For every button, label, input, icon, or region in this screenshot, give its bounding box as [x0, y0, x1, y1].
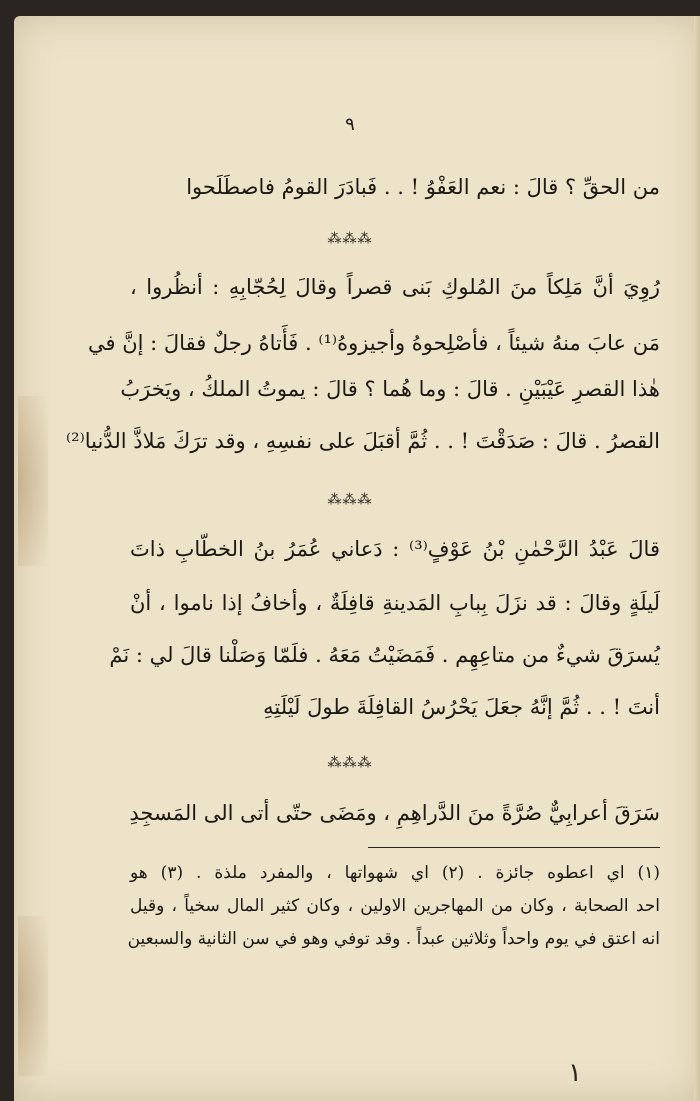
text-line: هٰذا القصرِ عَيْبَيْنِ . قالَ : وما هُما ؟ قالَ : يموتُ الملكُ ، ويَخرَبُ	[120, 377, 660, 401]
section-separator: ⁂⁂⁂	[327, 755, 373, 771]
text-line: أنتَ ! . . ثُمَّ إنَّهُ جعَلَ يَحْرُسُ القافِلَةَ طولَ لَيْلَتِهِ	[263, 695, 660, 719]
text-line: يُسرَقَ شيءٌ من متاعِهِم . فَمَضَيْتُ مَعَهُ . فلَمّا وَصَلْنا قالَ لي : نَمْ	[109, 643, 660, 667]
text-line: سَرَقَ أعرابِيٌّ صُرَّةً منَ الدَّراهِمِ ، ومَضَى حتّى أتى الى المَسجِدِ	[129, 801, 660, 825]
signature-mark: ١	[568, 1058, 582, 1088]
text-line: لَيلَةٍ وقالَ : قد نزَلَ بِبابِ المَدينةِ قافِلَةٌ ، وأخافُ إذا ناموا ، أنْ	[130, 591, 660, 615]
page-stain	[18, 916, 48, 1076]
footnote-line: احد الصحابة ، وكان من المهاجرين الاولين ، وكان كثير المال سخياً ، وقيل	[130, 896, 660, 916]
footnote-line: انه اعتق في يوم واحداً وثلاثين عبداً . وقد توفي وهو في سن الثانية والسبعين	[127, 929, 660, 949]
section-separator: ⁂⁂⁂	[327, 492, 373, 508]
footnote-rule	[368, 847, 660, 848]
text-line: رُوِيَ أنَّ مَلِكاً منَ المُلوكِ بَنى قصراً وقالَ لِحُجّابِهِ : أنظُروا ،	[130, 275, 660, 299]
text-line: مَن عابَ منهُ شيئاً ، فأصْلِحوهُ وأجيزوهُ⁽¹⁾ . فَأَتاهُ رجلٌ فقالَ : إنَّ في	[88, 331, 660, 355]
text-line: القصرُ . قالَ : صَدَقْتَ ! . . ثُمَّ أقبَلَ على نفسِهِ ، وقد ترَكَ مَلاذَّ الدُّنيا⁽²⁾	[65, 429, 660, 453]
section-separator: ⁂⁂⁂	[327, 231, 373, 247]
page-stain	[18, 396, 48, 566]
page-edge	[694, 16, 700, 1101]
text-line: قالَ عَبْدُ الرَّحْمٰنِ بْنُ عَوْفٍ⁽³⁾ : دَعاني عُمَرُ بنُ الخطّابِ ذاتَ	[130, 537, 660, 561]
footnote-line: (١) اي اعطوه جائزة . (٢) اي شهواتها ، والمفرد ملذة . (٣) هو	[130, 863, 660, 883]
text-line: من الحقِّ ؟ قالَ : نعم العَفْوُ ! . . فَبادَرَ القومُ فاصطَلَحوا	[186, 175, 660, 199]
page-number: ٩	[345, 114, 355, 135]
